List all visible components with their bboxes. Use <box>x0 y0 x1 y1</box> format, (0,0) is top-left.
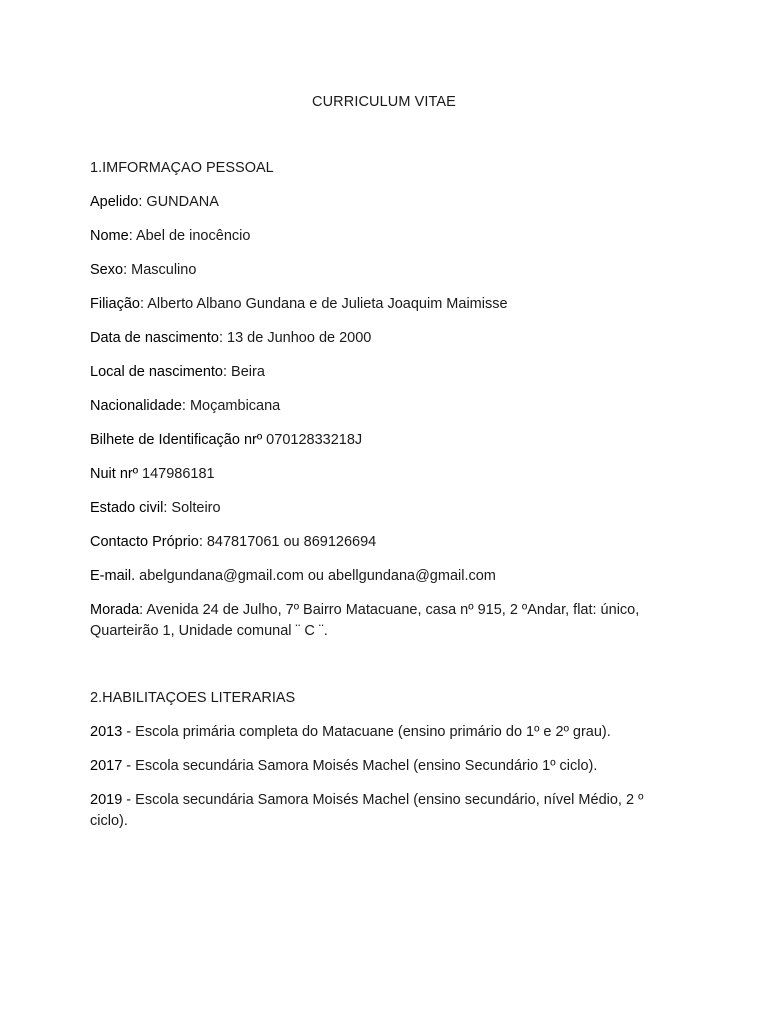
field-apelido <box>90 192 219 213</box>
field-value: 147986181 <box>138 466 215 482</box>
field-label: Morada <box>90 602 140 618</box>
field-nome <box>90 226 250 247</box>
field-value: abelgundana@gmail.com ou abellgundana@gmail.com <box>135 568 496 584</box>
field-label: Contacto Próprio <box>90 534 199 550</box>
field-label: Nome <box>90 228 129 244</box>
field-value: : Moçambicana <box>181 398 281 414</box>
field-value: : 847817061 ou 869126694 <box>198 534 377 550</box>
field-morada <box>90 600 675 642</box>
field-bilhete <box>90 430 362 451</box>
education-entry <box>90 790 675 832</box>
education-text: - Escola secundária Samora Moisés Machel (ensino secundário, nível Médio, 2 º ciclo). <box>90 792 644 829</box>
field-value: : Beira <box>223 364 265 380</box>
field-label: Filiação <box>90 296 140 312</box>
field-label: Estado civil <box>90 500 164 516</box>
field-value: : Avenida 24 de Julho, 7º Bairro Matacuane, casa nº 915, 2 ºAndar, flat: único, Quarteirão 1, Unidade comunal ¨ C ¨. <box>90 602 640 639</box>
education-year: 2019 <box>90 792 123 808</box>
field-email <box>90 566 496 587</box>
field-label: Local de nascimento <box>90 364 223 380</box>
education-entry <box>90 722 611 743</box>
field-value: : Abel de inocêncio <box>128 228 251 244</box>
section-heading-personal-info: 1.IMFORMAÇAO PESSOAL <box>90 160 274 176</box>
field-label: E-mail. <box>90 568 136 584</box>
field-label: Nacionalidade <box>90 398 182 414</box>
field-value: : Solteiro <box>163 500 221 516</box>
field-value: 07012833218J <box>262 432 363 448</box>
field-filiacao <box>90 294 508 315</box>
document-title: CURRICULUM VITAE <box>312 94 456 110</box>
field-data-nascimento <box>90 328 371 349</box>
field-estado-civil <box>90 498 221 519</box>
field-value: : Masculino <box>123 262 197 278</box>
field-nuit <box>90 464 215 485</box>
field-label: Apelido <box>90 194 139 210</box>
field-sexo <box>90 260 196 281</box>
field-value: : Alberto Albano Gundana e de Julieta Joaquim Maimisse <box>139 296 508 312</box>
section-heading-education: 2.HABILITAÇOES LITERARIAS <box>90 690 296 706</box>
field-label: Sexo <box>90 262 124 278</box>
field-value: : GUNDANA <box>138 194 219 210</box>
field-label: Data de nascimento <box>90 330 219 346</box>
education-year: 2017 <box>90 758 123 774</box>
education-year: 2013 <box>90 724 123 740</box>
field-nacionalidade <box>90 396 280 417</box>
field-contacto <box>90 532 376 553</box>
field-value: : 13 de Junhoo de 2000 <box>218 330 372 346</box>
field-label: Nuit nrº <box>90 466 139 482</box>
education-text: - Escola primária completa do Matacuane (ensino primário do 1º e 2º grau). <box>122 724 611 740</box>
field-local-nascimento <box>90 362 265 383</box>
education-text: - Escola secundária Samora Moisés Machel (ensino Secundário 1º ciclo). <box>122 758 598 774</box>
education-entry <box>90 756 597 777</box>
field-label: Bilhete de Identificação nrº <box>90 432 263 448</box>
